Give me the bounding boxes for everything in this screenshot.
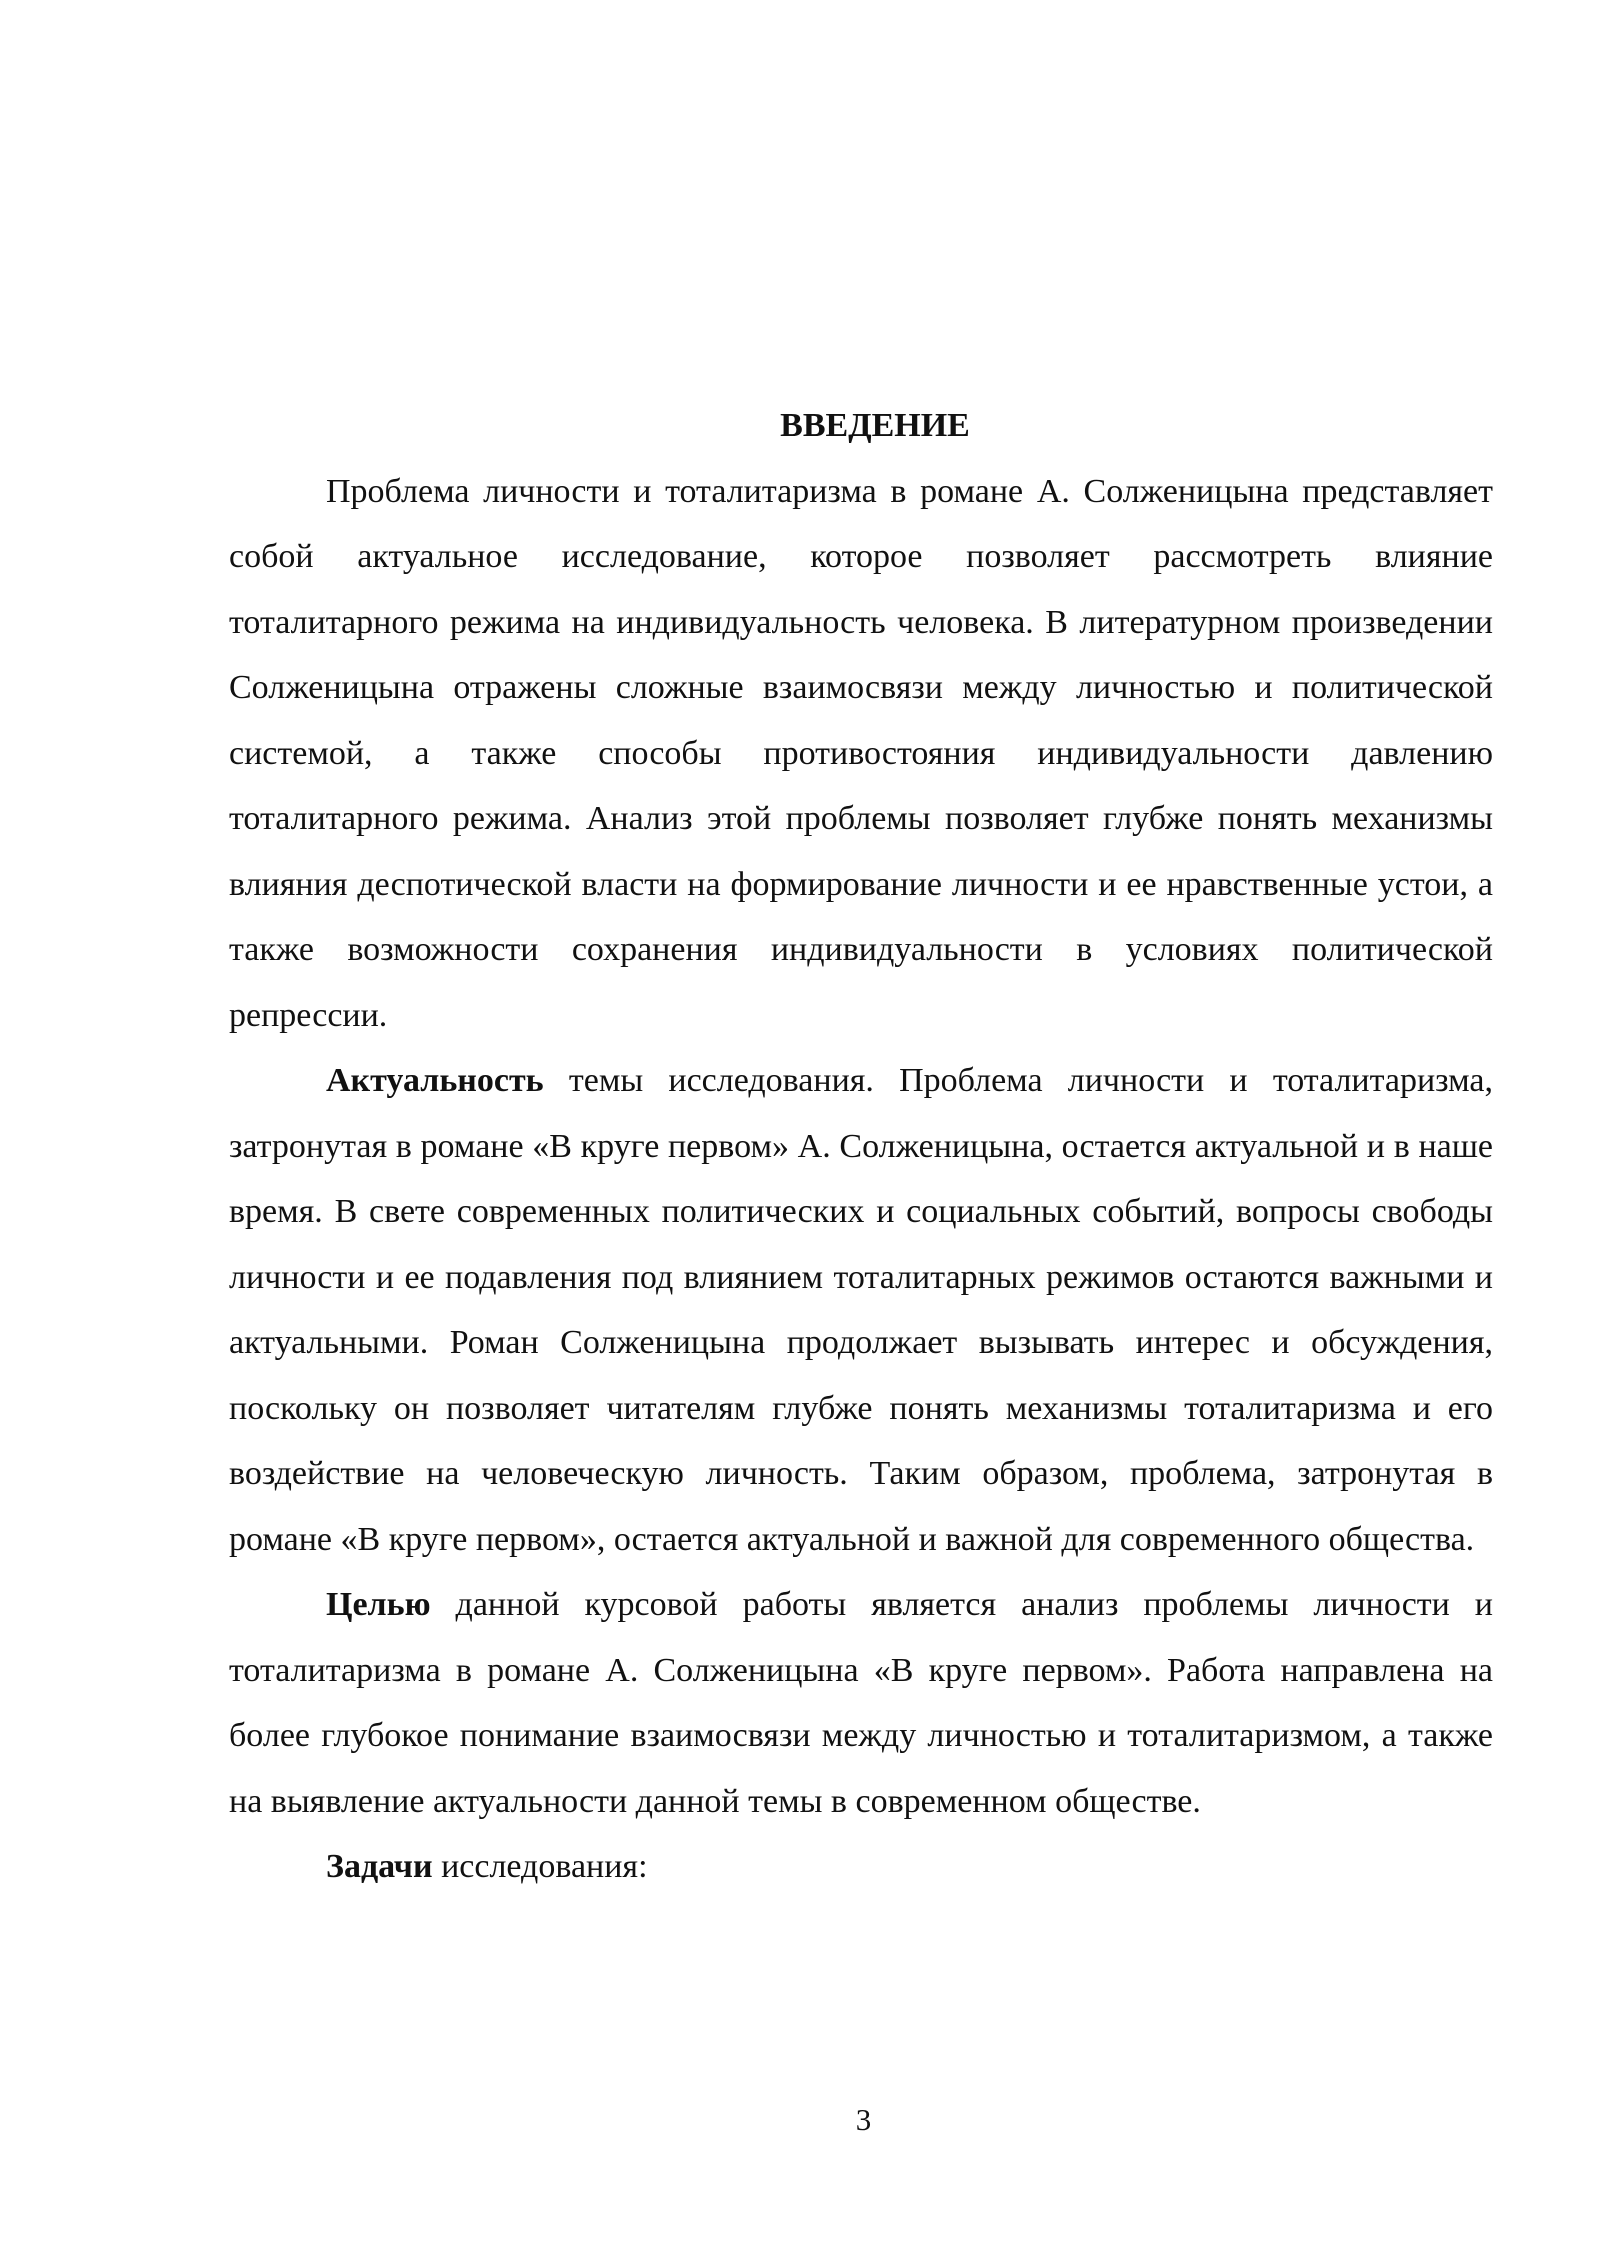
relevance-lead: Актуальность xyxy=(326,1062,544,1099)
tasks-lead: Задачи xyxy=(326,1848,433,1885)
goal-text: данной курсовой работы является анализ проблемы личности и тоталитаризма в романе А. Солженицына «В круге первом». Работа направлена на более глубокое понимание взаимосвязи между личностью и тоталитаризмом, а также на выявление актуальности данной темы в современном обществе. xyxy=(229,1586,1493,1820)
tasks-text: исследования: xyxy=(432,1848,648,1885)
page-number: 3 xyxy=(855,2102,872,2137)
goal-paragraph xyxy=(229,1572,1493,1834)
tasks-paragraph xyxy=(229,1834,1493,1900)
section-heading: ВВЕДЕНИЕ xyxy=(780,407,970,444)
relevance-paragraph xyxy=(229,1048,1493,1572)
page-content xyxy=(229,393,1493,1900)
intro-paragraph: Проблема личности и тоталитаризма в романе А. Солженицына представляет собой актуальное исследование, которое позволяет рассмотреть влияние тоталитарного режима на индивидуальность человека. В литературном произведении Солженицына отражены сложные взаимосвязи между личностью и политической системой, а также способы противостояния индивидуальности давлению тоталитарного режима. Анализ этой проблемы позволяет глубже понять механизмы влияния деспотической власти на формирование личности и ее нравственные устои, а также возможности сохранения индивидуальности в условиях политической репрессии. xyxy=(229,472,1493,1034)
goal-lead: Целью xyxy=(326,1586,431,1623)
relevance-text: темы исследования. Проблема личности и тоталитаризма, затронутая в романе «В круге первом» А. Солженицына, остается актуальной и в наше время. В свете современных политических и социальных событий, вопросы свободы личности и ее подавления под влиянием тоталитарных режимов остаются важными и актуальными. Роман Солженицына продолжает вызывать интерес и обсуждения, поскольку он позволяет читателям глубже понять механизмы тоталитаризма и его воздействие на человеческую личность. Таким образом, проблема, затронутая в романе «В круге первом», остается актуальной и важной для современного общества. xyxy=(229,1062,1493,1558)
